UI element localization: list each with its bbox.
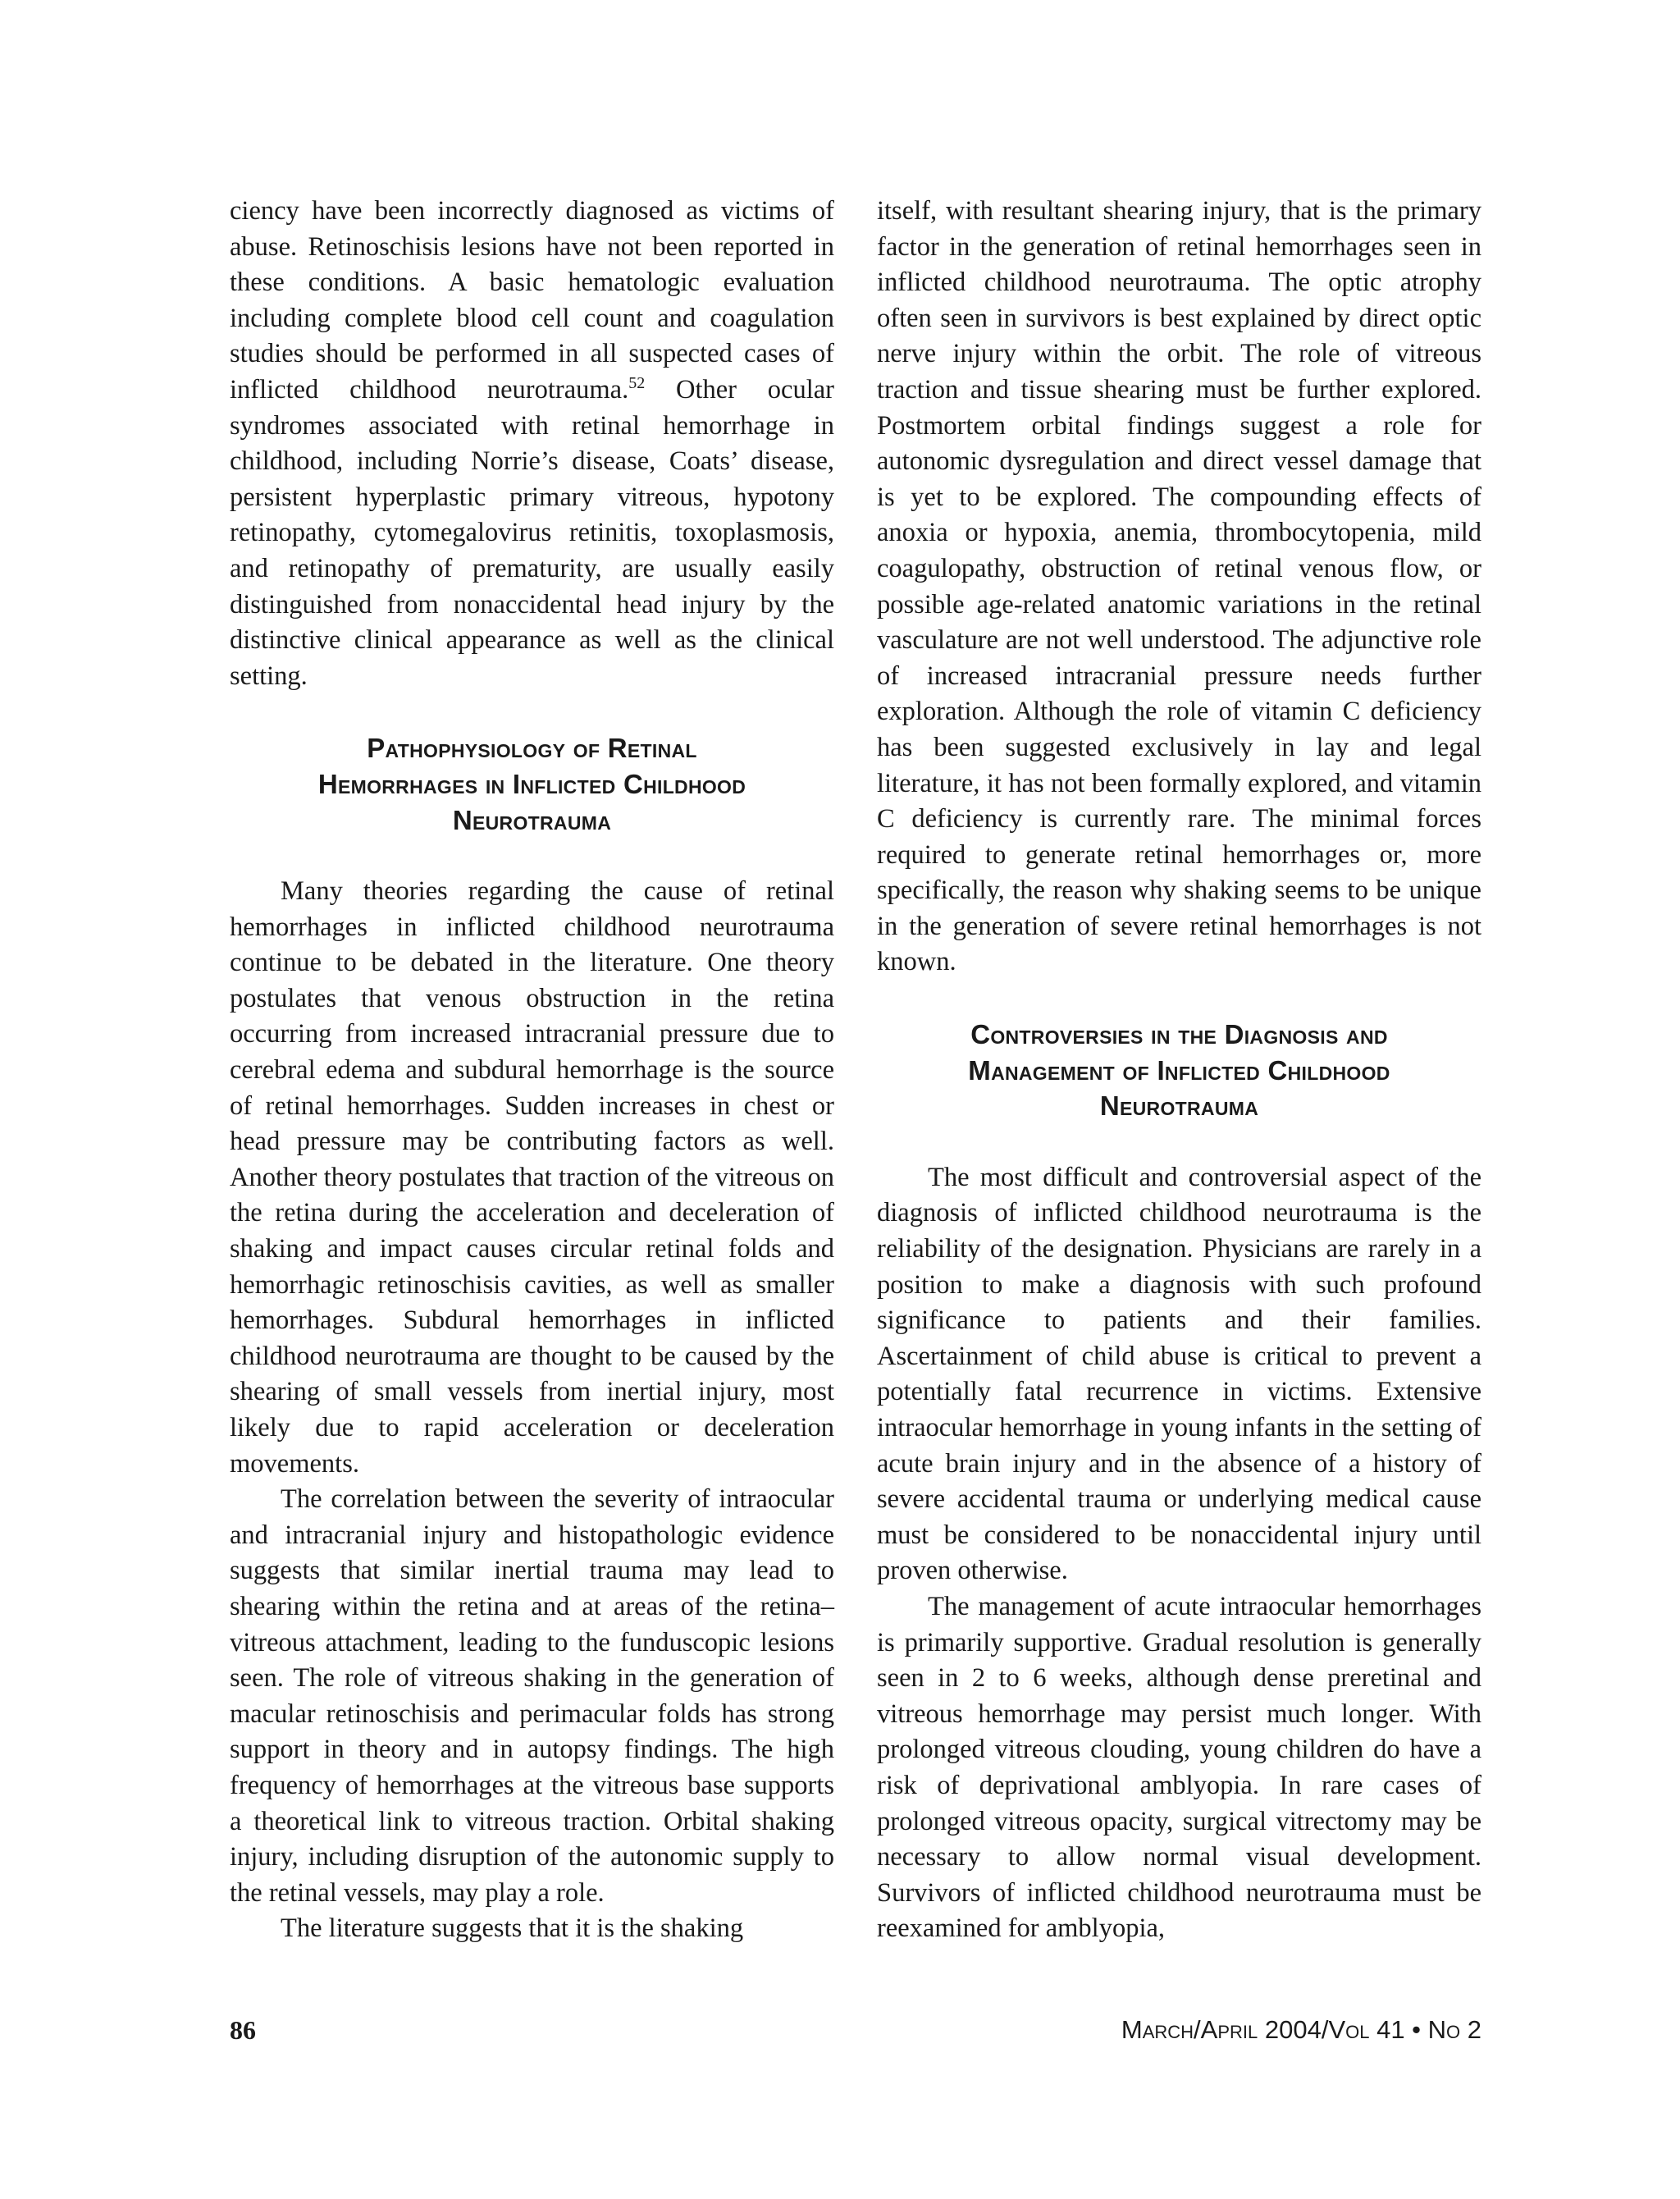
page-number: 86 [230, 2015, 256, 2045]
heading-line: Hemorrhages in Inflicted Childhood [317, 768, 746, 799]
right-column [877, 194, 1481, 1947]
paragraph-text: Other ocular syndromes associated with retinal hemorrhage in childhood, including Norrie’s disease, Coats’ disease, persistent hyperplastic primary vitreous, hypotony retinopathy, cytomegalovirus retinitis, toxoplasmosis, and retinopathy of prematurity, are usually easily distinguished from nonaccidental head injury by the distinctive clinical appearance as well as the clinical setting. [230, 374, 834, 691]
body-paragraph: The management of acute intraocular hemorrhages is primarily supportive. Gradual resolution is generally seen in 2 to 6 weeks, although dense preretinal and vitreous hemorrhage may persist much longer. With prolonged vitreous clouding, young children do have a risk of deprivational amblyopia. In rare cases of prolonged vitreous opacity, surgical vitrectomy may be necessary to allow normal visual development. Survivors of inflicted childhood neurotrauma must be reexamined for amblyopia, [877, 1591, 1481, 1944]
section-heading [877, 1017, 1481, 1124]
citation-superscript: 52 [628, 374, 646, 393]
section-heading-block [877, 1017, 1481, 1124]
issue-info: March/April 2004/Vol 41 • No 2 [1121, 2015, 1481, 2044]
section-heading-block [230, 730, 834, 838]
body-paragraph: The correlation between the severity of intraocular and intracranial injury and histopathologic evidence suggests that similar inertial trauma may lead to shearing within the retina and at areas of the retina–vitreous attachment, leading to the funduscopic lesions seen. The role of vitreous shaking in the generation of macular retinoschisis and perimacular folds has strong support in theory and in autopsy findings. The high frequency of hemorrhages at the vitreous base supports a theoretical link to vitreous traction. Orbital shaking injury, including disruption of the autonomic supply to the retinal vessels, may play a role. [230, 1484, 834, 1908]
left-column [230, 194, 834, 1947]
heading-line: Pathophysiology of Retinal [367, 733, 697, 764]
body-paragraph [230, 194, 834, 694]
heading-line: Neurotrauma [452, 804, 612, 835]
paragraph-text: ciency have been incorrectly diagnosed as victims of abuse. Retinoschisis lesions have not been reported in these conditions. A basic hematologic evaluation including complete blood cell count and coagulation studies should be performed in all suspected cases of inflicted childhood neurotrauma. [230, 196, 834, 405]
body-paragraph: The most difficult and controversial aspect of the diagnosis of inflicted childhood neurotrauma is the reliability of the designation. Physicians are rarely in a position to make a diagnosis with such profound significance to patients and their families. Ascertainment of child abuse is critical to prevent a potentially fatal recurrence in victims. Extensive intraocular hemorrhage in young infants in the setting of acute brain injury and in the absence of a history of severe accidental trauma or underlying medical cause must be considered to be nonaccidental injury until proven otherwise. [877, 1162, 1481, 1586]
body-paragraph: The literature suggests that it is the shaking [281, 1913, 744, 1944]
page-footer [230, 2012, 1481, 2048]
heading-line: Neurotrauma [1099, 1090, 1259, 1122]
section-heading [230, 730, 834, 838]
heading-line: Controversies in the Diagnosis and [970, 1019, 1388, 1050]
body-paragraph: itself, with resultant shearing injury, that is the primary factor in the generation of retinal hemorrhages seen in inflicted childhood neurotrauma. The optic atrophy often seen in survivors is best explained by direct optic nerve injury within the orbit. The role of vitreous traction and tissue shearing must be further explored. Postmortem orbital findings suggest a role for autonomic dysregulation and direct vessel damage that is yet to be explored. The compounding effects of anoxia or hypoxia, anemia, thrombocytopenia, mild coagulopathy, obstruction of retinal venous flow, or possible age-related anatomic variations in the retinal vasculature are not well understood. The adjunctive role of increased intracranial pressure needs further exploration. Although the role of vitamin C deficiency has been suggested exclusively in lay and legal literature, it has not been formally explored, and vitamin C deficiency is currently rare. The minimal forces required to generate retinal hemorrhages or, more specifically, the reason why shaking seems to be unique in the generation of severe retinal hemorrhages is not known. [877, 196, 1481, 977]
heading-line: Management of Inflicted Childhood [968, 1054, 1390, 1086]
body-paragraph: Many theories regarding the cause of retinal hemorrhages in inflicted childhood neurotrauma continue to be debated in the literature. One theory postulates that venous obstruction in the retina occurring from increased intracranial pressure due to cerebral edema and subdural hemorrhage is the source of retinal hemorrhages. Sudden increases in chest or head pressure may be contributing factors as well. Another theory postulates that traction of the vitreous on the retina during the acceleration and deceleration of shaking and impact causes circular retinal folds and hemorrhagic retinoschisis cavities, as well as smaller hemorrhages. Subdural hemorrhages in inflicted childhood neurotrauma are thought to be caused by the shearing of small vessels from inertial injury, most likely due to rapid acceleration or deceleration movements. [230, 876, 834, 1479]
